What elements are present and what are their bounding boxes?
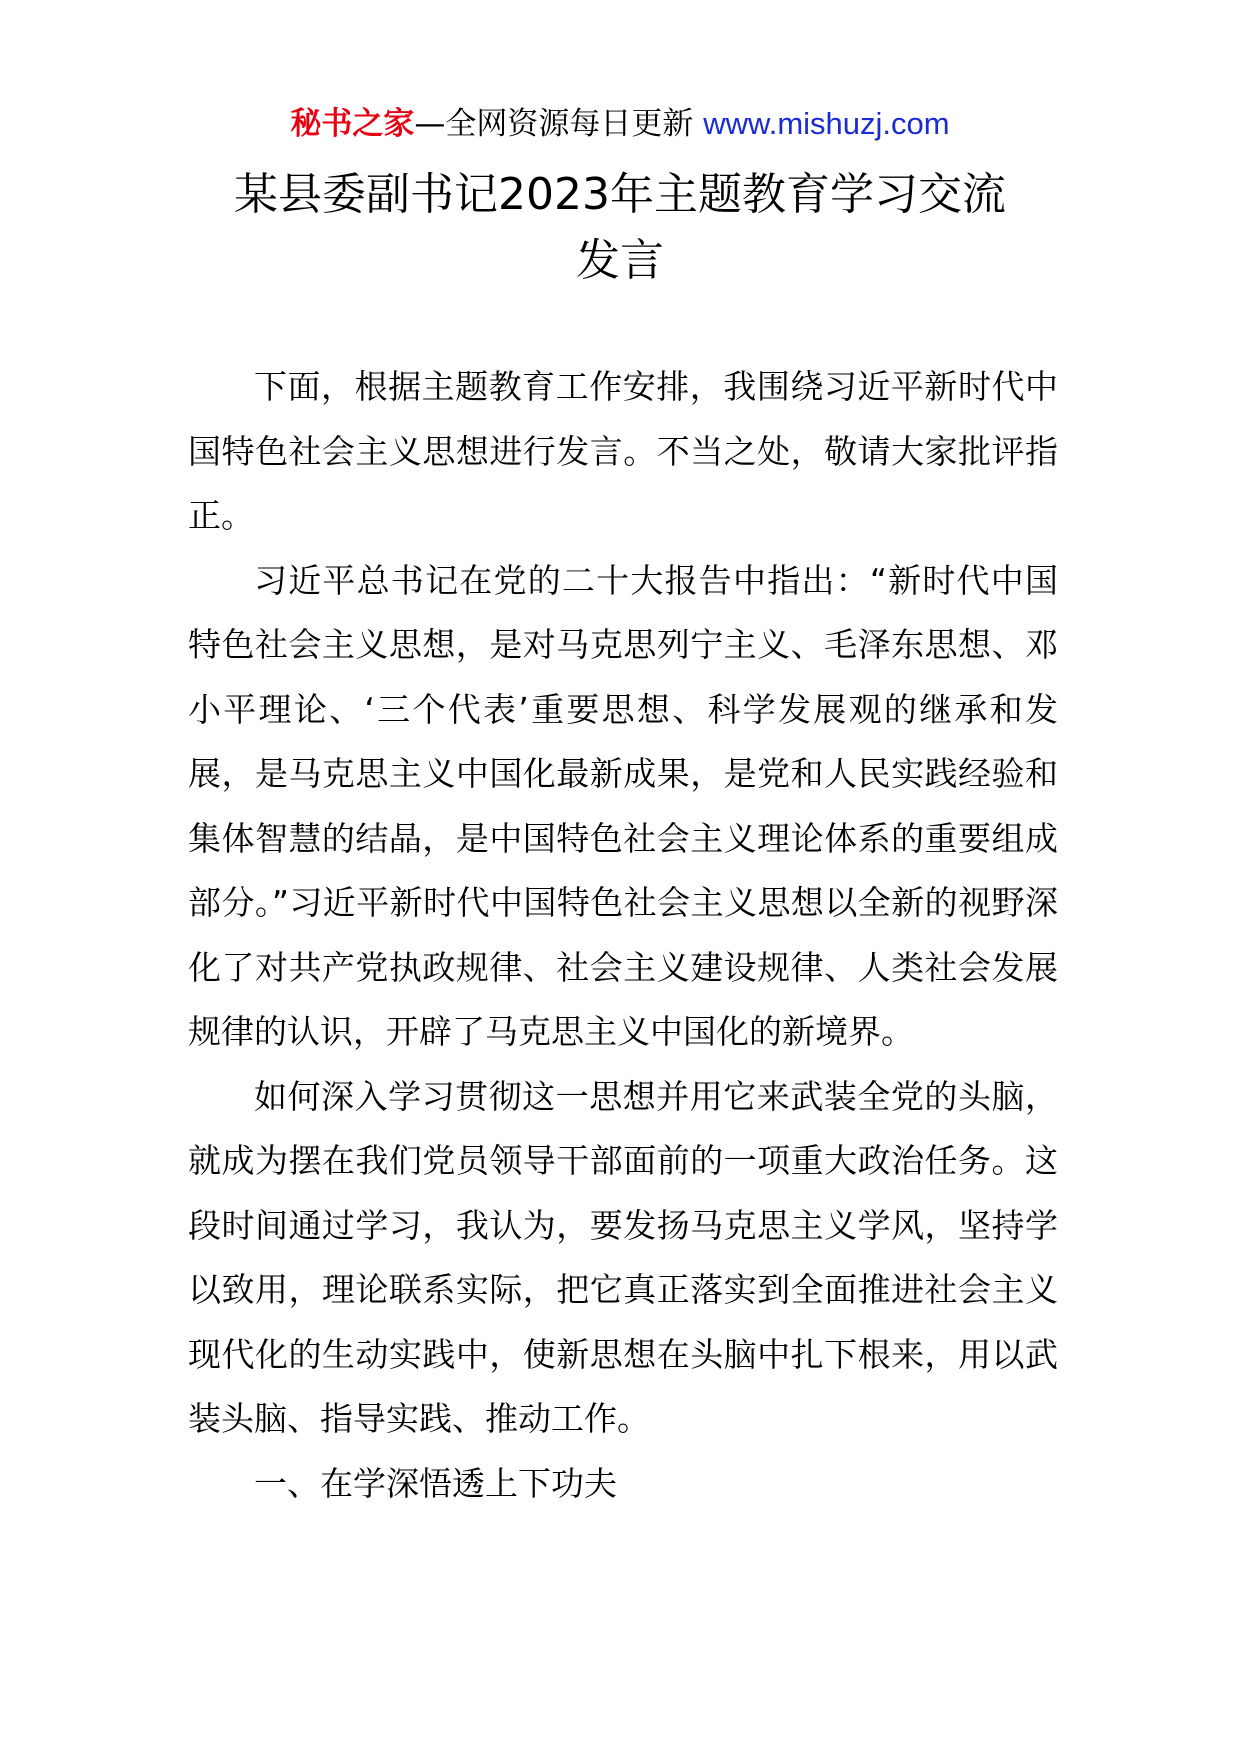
document-title-line-2: 发言 xyxy=(576,235,664,286)
header-slogan: —全网资源每日更新 xyxy=(414,106,694,142)
document-title xyxy=(170,162,1070,294)
section-heading-1: 一、在学深悟透上下功夫 xyxy=(254,1463,617,1503)
site-header xyxy=(0,104,1240,144)
brand-name: 秘书之家 xyxy=(290,106,415,142)
paragraph-intro: 下面，根据主题教育工作安排，我围绕习近平新时代中国特色社会主义思想进行发言。不当之处，敬请大家批评指正。 xyxy=(188,367,1058,535)
document-body xyxy=(188,355,1058,1516)
paragraph-study-task: 如何深入学习贯彻这一思想并用它来武装全党的头脑，就成为摆在我们党员领导干部面前的一项重大政治任务。这段时间通过学习，我认为，要发扬马克思主义学风，坚持学以致用，理论联系实际，把它真正落实到全面推进社会主义现代化的生动实践中，使新思想在头脑中扎下根来，用以武装头脑、指导实践、推动工作。 xyxy=(188,1076,1058,1438)
document-title-line-1: 某县委副书记2023年主题教育学习交流 xyxy=(234,169,1006,220)
site-url-link[interactable]: www.mishuzj.com xyxy=(703,106,950,141)
paragraph-report-quote: 习近平总书记在党的二十大报告中指出：“新时代中国特色社会主义思想，是对马克思列宁主义、毛泽东思想、邓小平理论、‘三个代表’重要思想、科学发展观的继承和发展，是马克思主义中国化最新成果，是党和人民实践经验和集体智慧的结晶，是中国特色社会主义理论体系的重要组成部分。”习近平新时代中国特色社会主义思想以全新的视野深化了对共产党执政规律、社会主义建设规律、人类社会发展规律的认识，开辟了马克思主义中国化的新境界。 xyxy=(188,560,1058,1051)
